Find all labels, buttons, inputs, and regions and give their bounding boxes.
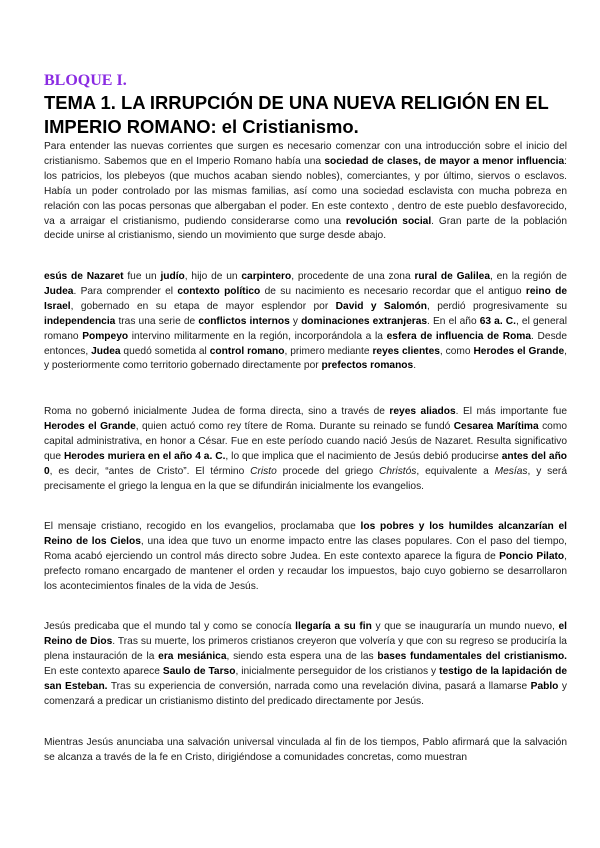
text-run: quedó sometida al [120, 345, 210, 357]
bold-text: Pompeyo [82, 330, 129, 342]
text-run: , en la región de [490, 271, 567, 282]
text-run: , hijo de un [184, 271, 242, 282]
bold-text: antes del año 0 [44, 450, 568, 477]
bold-text: control romano [209, 345, 285, 357]
text-run: , siendo esta espera una de las [226, 650, 378, 662]
paragraph-intro [44, 140, 567, 244]
text-run: Para entender las nuevas corrientes que surgen es necesario comenzar con una introducción sobre el inicio del cristianismo. Sabemos que en el Imperio Romano había una [44, 141, 567, 167]
bold-text: dominaciones extranjeras [301, 315, 428, 327]
text-run: . Tras su muerte, los primeros cristianos creyeron que volvería y que con su regreso se produciría la plena instauración de la [44, 635, 567, 662]
text-run: fue un [123, 271, 161, 282]
text-run: , procedente de una zona [291, 271, 415, 282]
bold-text: revolución social [345, 215, 432, 227]
text-run: Tras su experiencia de conversión, narrada como una revelación divina, pasará a llamarse [107, 680, 531, 692]
text-run: , prefecto romano encargado de mantener el orden y recaudar los impuestos, bajo cuyo gobierno se desarrollaron los acontecimientos finales de la vida de Jesús. [44, 550, 567, 592]
text-run: procede del griego [276, 465, 380, 477]
page-title: TEMA 1. LA IRRUPCIÓN DE UNA NUEVA RELIGIÓN EN EL IMPERIO ROMANO: el Cristianismo. [44, 92, 549, 137]
italic-text: Cristo [250, 465, 277, 477]
text-run: intervino militarmente en la región, incorporándola a la [128, 330, 387, 342]
paragraph-jesus-context [44, 270, 567, 374]
paragraph-pablo [44, 736, 567, 766]
bold-text: judío [160, 271, 185, 282]
bold-text: conflictos internos [198, 315, 290, 327]
bold-text: era mesiánica [158, 650, 227, 662]
bold-text: reyes aliados [389, 406, 456, 417]
bold-text: Poncio Pilato [499, 550, 565, 562]
text-run: de su nacimiento es necesario recordar que el antiguo [260, 285, 526, 297]
paragraph-mensaje-cristiano [44, 520, 567, 595]
text-run: tras una serie de [115, 315, 199, 327]
text-run: como capital administrativa, en honor a César. Fue en este período cuando nació Jesús de Nazaret. Resulta significativo que [44, 420, 567, 462]
text-run: y que se inauguraría un mundo nuevo, [371, 621, 559, 632]
bold-text: los pobres y los humildes alcanzarían el Reino de los Cielos [44, 521, 567, 547]
bold-text: bases fundamentales del cristianismo. [377, 650, 568, 662]
bold-text: esús de Nazaret [44, 271, 124, 282]
text-run: Jesús predicaba que el mundo tal y como se conocía [44, 621, 296, 632]
text-run: , el general romano [44, 315, 567, 342]
text-run: , perdió progresivamente su [426, 300, 568, 312]
text-run: : los patricios, los plebeyos (que muchos acaban siendo nobles), comerciantes, y por último, siervos o esclavos. Había un poder controlado por las mismas familias, así como una sociedad esclavista con mucha pobreza en relación con las pocas personas que albergaban el poder. En este contexto , dentro de este pueblo desfavorecido, va a arraigar el cristianismo, pudiendo considerarse como una [44, 155, 567, 227]
paragraph-herodes [44, 405, 567, 494]
text-run: , una idea que tuvo un enorme impacto entre las clases populares. Con el paso del tiempo, Roma acabó ejerciendo un control más directo sobre Judea. En este contexto aparece la figura de [44, 535, 567, 562]
text-run: . El más importante fue [455, 406, 567, 417]
bold-text: el Reino de Dios [44, 621, 567, 647]
bold-text: reyes clientes [372, 345, 440, 357]
bold-text: rural de Galilea [414, 271, 490, 282]
italic-text: Mesías [494, 465, 528, 477]
section-label: BLOQUE I. [44, 72, 127, 89]
bold-text: contexto político [177, 285, 261, 297]
text-run: , equivalente a [416, 465, 495, 477]
bold-text: Herodes el Grande [44, 420, 136, 432]
text-run: , es decir, “antes de Cristo”. El término [49, 465, 251, 477]
text-run: Roma no gobernó inicialmente Judea de forma directa, sino a través de [44, 406, 390, 417]
text-run: . En el año [427, 315, 480, 327]
bold-text: prefectos romanos [321, 360, 414, 372]
text-run: . Desde entonces, [44, 330, 567, 357]
bold-text: Herodes el Grande [473, 345, 565, 357]
bold-text: sociedad de clases, de mayor a menor influencia [324, 155, 565, 167]
text-run: , como [439, 345, 474, 357]
text-run: . Para comprender el [73, 285, 178, 297]
text-run: , y posteriormente como territorio gobernado directamente por [44, 345, 567, 372]
text-run: , inicialmente perseguidor de los cristianos y [235, 665, 440, 677]
paragraph-reino-de-dios [44, 620, 567, 709]
bold-text: Judea [44, 285, 74, 297]
bold-text: Saulo de Tarso [162, 665, 236, 677]
bold-text: esfera de influencia de Roma [386, 330, 532, 342]
bold-text: Judea [91, 345, 121, 357]
text-run: . [413, 360, 417, 372]
text-run: , gobernado en su etapa de mayor esplendor por [70, 300, 336, 312]
bold-text: Pablo [530, 680, 559, 692]
text-run: El mensaje cristiano, recogido en los evangelios, proclamaba que [44, 521, 361, 532]
bold-text: independencia [44, 315, 116, 327]
text-run: Mientras Jesús anunciaba una salvación universal vinculada al fin de los tiempos, Pablo afirmará que la salvación se alcanza a través de la fe en Cristo, dirigiéndose a comunidades concretas, como muestran [44, 737, 567, 763]
bold-text: reino de Israel [44, 285, 568, 312]
bold-text: llegaría a su fin [295, 621, 372, 632]
text-run: y comenzará a predicar un cristianismo distinto del predicado directamente por Jesús. [44, 680, 567, 707]
bold-text: Cesarea Marítima [453, 420, 539, 432]
text-run: , primero mediante [284, 345, 373, 357]
text-run: . Gran parte de la población decide unirse al cristianismo, siendo un movimiento que surge desde abajo. [44, 215, 567, 242]
bold-text: carpintero [241, 271, 292, 282]
text-run: y [289, 315, 302, 327]
text-run: , quien actuó como rey títere de Roma. Durante su reinado se fundó [135, 420, 454, 432]
italic-text: Christós [379, 465, 417, 477]
text-run: , lo que implica que el nacimiento de Jesús debió producirse [225, 450, 502, 462]
text-run: En este contexto aparece [44, 665, 163, 677]
bold-text: 63 a. C. [479, 315, 516, 327]
bold-text: Herodes muriera en el año 4 a. C. [63, 450, 226, 462]
bold-text: testigo de la lapidación de san Esteban. [44, 665, 568, 692]
bold-text: David y Salomón [335, 300, 427, 312]
text-run: , y será precisamente el griego la lengua en la que se difundirán inicialmente los evangelios. [44, 465, 567, 492]
